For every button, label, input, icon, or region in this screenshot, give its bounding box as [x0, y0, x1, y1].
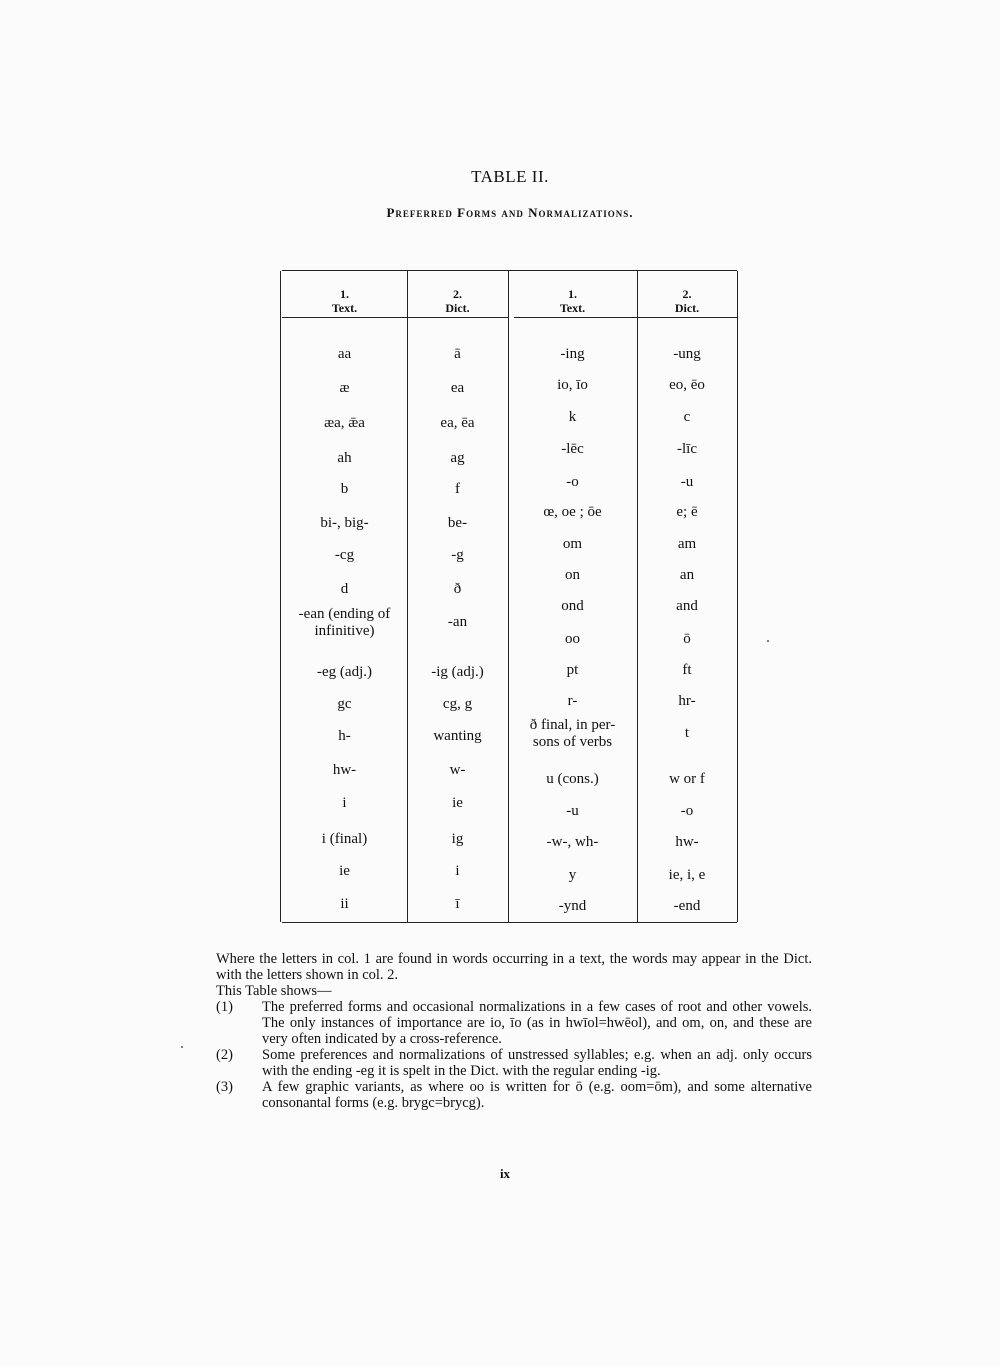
text-form-cell	[508, 898, 637, 915]
note-number: (1)	[216, 999, 233, 1015]
dict-form-cell	[407, 762, 508, 779]
text-form-cell	[282, 346, 407, 363]
table-rule	[637, 271, 638, 922]
dict-form-cell	[637, 377, 737, 394]
cell-line: i	[455, 863, 460, 879]
text-form-cell	[282, 831, 407, 848]
cell-line: om	[562, 536, 583, 552]
text-form-cell	[508, 717, 637, 751]
note-text: Some preferences and normalizations of unstressed syllables; e.g. when an adj. only occurs with the ending -eg it is spelt in the Dict. with the regular ending -ig.	[262, 1047, 812, 1079]
column-label: Dict.	[445, 301, 470, 315]
column-header	[637, 287, 737, 315]
column-label: Text.	[559, 301, 586, 315]
header-rule	[282, 317, 508, 318]
cell-line: w or f	[669, 771, 705, 787]
cell-line: wanting	[433, 728, 482, 744]
cell-line: -o	[680, 803, 694, 819]
dict-form-cell	[407, 728, 508, 745]
speck	[767, 640, 769, 642]
text-form-cell	[508, 598, 637, 615]
cell-line: -w-, wh-	[546, 834, 599, 850]
cell-line: y	[568, 867, 577, 883]
dict-form-cell	[637, 346, 737, 363]
dict-form-cell	[407, 450, 508, 467]
cell-line: c	[683, 409, 691, 425]
cell-line: æ	[339, 380, 350, 396]
cell-line: -u	[566, 803, 579, 819]
cell-line: ond	[561, 598, 584, 614]
note-text: The preferred forms and occasional normalizations in a few cases of root and other vowels. The only instances of importance are io, īo (as in hwīol=hwēol), and om, on, and these are very often indicated by a cross-reference.	[262, 999, 812, 1047]
cell-line: -eg (adj.)	[317, 664, 372, 680]
cell-line: am	[677, 536, 697, 552]
column-label: Dict.	[674, 301, 700, 315]
dict-form-cell	[637, 803, 737, 820]
cell-line: -ig (adj.)	[431, 664, 484, 680]
dict-form-cell	[407, 380, 508, 397]
cell-line: œ, oe ; ōe	[543, 504, 602, 520]
cell-line: gc	[337, 696, 352, 712]
dict-form-cell	[637, 474, 737, 491]
dict-form-cell	[407, 863, 508, 880]
cell-line: bi-, big-	[320, 515, 369, 531]
notes-shows: This Table shows—	[216, 983, 332, 999]
cell-line: ii	[340, 896, 349, 912]
cell-line: -an	[447, 614, 468, 630]
text-form-cell	[508, 409, 637, 426]
dict-form-cell	[637, 598, 737, 615]
cell-line: r-	[567, 693, 578, 709]
column-number: 2.	[453, 287, 462, 301]
cell-line: ea, ēa	[440, 415, 475, 431]
cell-line: ea	[450, 380, 465, 396]
cell-line: b	[340, 481, 349, 497]
column-number: 1.	[340, 287, 349, 301]
table-title: TABLE II.	[471, 167, 549, 186]
note-number: (3)	[216, 1079, 233, 1095]
text-form-cell	[508, 693, 637, 710]
text-form-cell	[508, 536, 637, 553]
text-form-cell	[282, 415, 407, 432]
column-number: 2.	[682, 287, 692, 301]
dict-form-cell	[407, 896, 508, 913]
text-form-cell	[282, 515, 407, 532]
cell-line: ie, i, e	[668, 867, 706, 883]
cell-line: hr-	[678, 693, 696, 709]
text-form-cell	[508, 474, 637, 491]
cell-line: -o	[566, 474, 579, 490]
cell-line: and	[676, 598, 698, 614]
text-form-cell	[282, 762, 407, 779]
column-label: Text.	[331, 301, 358, 315]
dict-form-cell	[637, 409, 737, 426]
note-number: (2)	[216, 1047, 233, 1063]
dict-form-cell	[637, 631, 737, 648]
dict-form-cell	[407, 346, 508, 363]
cell-line: pt	[566, 662, 579, 678]
cell-line: ie	[339, 863, 350, 879]
column-header	[407, 287, 508, 315]
dict-form-cell	[407, 664, 508, 681]
dict-form-cell	[637, 834, 737, 851]
text-form-cell	[282, 664, 407, 681]
dict-form-cell	[407, 696, 508, 713]
table-rule	[508, 271, 509, 922]
cell-line: -end	[673, 898, 701, 914]
text-form-cell	[508, 441, 637, 458]
dict-form-cell	[637, 898, 737, 915]
cell-line: ō	[683, 631, 691, 647]
text-form-cell	[508, 377, 637, 394]
speck	[181, 1046, 183, 1048]
dict-form-cell	[407, 795, 508, 812]
cell-line: f	[455, 481, 460, 497]
cell-line: be-	[447, 515, 468, 531]
cell-line: d	[340, 581, 349, 597]
text-form-cell	[282, 896, 407, 913]
dict-form-cell	[637, 725, 737, 742]
dict-form-cell	[407, 581, 508, 598]
column-header	[282, 287, 407, 315]
cell-line: eo, ēo	[669, 377, 705, 393]
cell-line: ā	[454, 346, 461, 362]
notes-intro: Where the letters in col. 1 are found in words occurring in a text, the words may appear in the Dict. with the letters shown in col. 2.	[216, 951, 812, 983]
text-form-cell	[508, 662, 637, 679]
cell-line: on	[565, 567, 580, 583]
cell-line: u (cons.)	[546, 771, 599, 787]
note-item	[216, 1047, 812, 1079]
column-number: 1.	[568, 287, 577, 301]
cell-line: -līc	[677, 441, 697, 457]
cell-line: -ean (ending of	[298, 606, 391, 622]
text-form-cell	[508, 803, 637, 820]
cell-line: hw-	[675, 834, 699, 850]
dict-form-cell	[637, 771, 737, 788]
text-form-cell	[282, 547, 407, 564]
text-form-cell	[508, 771, 637, 788]
cell-line: k	[568, 409, 577, 425]
text-form-cell	[508, 567, 637, 584]
text-form-cell	[508, 867, 637, 884]
dict-form-cell	[407, 415, 508, 432]
cell-line: -ynd	[558, 898, 587, 914]
text-form-cell	[282, 581, 407, 598]
normalization-table	[282, 270, 737, 923]
text-form-cell	[282, 450, 407, 467]
dict-form-cell	[637, 662, 737, 679]
cell-line: an	[679, 567, 695, 583]
text-form-cell	[508, 631, 637, 648]
dict-form-cell	[637, 567, 737, 584]
text-form-cell	[282, 481, 407, 498]
cell-line: w-	[449, 762, 466, 778]
cell-line: ð final, in per-	[529, 717, 616, 733]
cell-line: i (final)	[321, 831, 368, 847]
text-form-cell	[282, 606, 407, 640]
dict-form-cell	[407, 614, 508, 631]
cell-line: oo	[565, 631, 580, 647]
cell-line: -u	[680, 474, 694, 490]
cell-line: æa, ǣa	[324, 415, 365, 431]
header-rule	[514, 317, 737, 318]
dict-form-cell	[407, 547, 508, 564]
dict-form-cell	[637, 693, 737, 710]
cell-line: aa	[337, 346, 352, 362]
cell-line: h-	[338, 728, 351, 744]
table-rule	[280, 271, 281, 922]
dict-form-cell	[637, 867, 737, 884]
cell-line: -lēc	[561, 441, 584, 457]
cell-line: sons of verbs	[532, 734, 613, 750]
table-rule	[737, 271, 738, 922]
text-form-cell	[282, 795, 407, 812]
text-form-cell	[282, 380, 407, 397]
dict-form-cell	[407, 831, 508, 848]
cell-line: cg, g	[442, 696, 473, 712]
cell-line: ī	[455, 896, 460, 912]
cell-line: i	[342, 795, 347, 811]
text-form-cell	[508, 834, 637, 851]
text-form-cell	[282, 863, 407, 880]
column-header	[508, 287, 637, 315]
cell-line: ft	[682, 662, 692, 678]
cell-line: ig	[451, 831, 464, 847]
table-notes	[216, 951, 812, 1111]
cell-line: hw-	[332, 762, 357, 778]
text-form-cell	[282, 696, 407, 713]
dict-form-cell	[637, 504, 737, 521]
table-subtitle: Preferred Forms and Normalizations.	[386, 205, 634, 220]
text-form-cell	[508, 504, 637, 521]
cell-line: ð	[453, 581, 462, 597]
cell-line: ah	[337, 450, 352, 466]
note-text: A few graphic variants, as where oo is written for ō (e.g. oom=ōm), and some alternative consonantal forms (e.g. brygc=brycg).	[262, 1079, 812, 1111]
cell-line: -g	[451, 547, 464, 563]
cell-line: t	[684, 725, 690, 741]
dict-form-cell	[407, 515, 508, 532]
cell-line: ag	[450, 450, 465, 466]
cell-line: e; ē	[676, 504, 698, 520]
dict-form-cell	[407, 481, 508, 498]
cell-line: infinitive)	[314, 623, 375, 639]
note-item	[216, 999, 812, 1047]
cell-line: -cg	[334, 547, 355, 563]
cell-line: -ung	[673, 346, 701, 362]
note-item	[216, 1079, 812, 1111]
cell-line: ie	[452, 795, 463, 811]
dict-form-cell	[637, 441, 737, 458]
text-form-cell	[282, 728, 407, 745]
page-number: ix	[499, 1166, 511, 1181]
text-form-cell	[508, 346, 637, 363]
cell-line: -ing	[560, 346, 585, 362]
cell-line: io, īo	[557, 377, 588, 393]
dict-form-cell	[637, 536, 737, 553]
